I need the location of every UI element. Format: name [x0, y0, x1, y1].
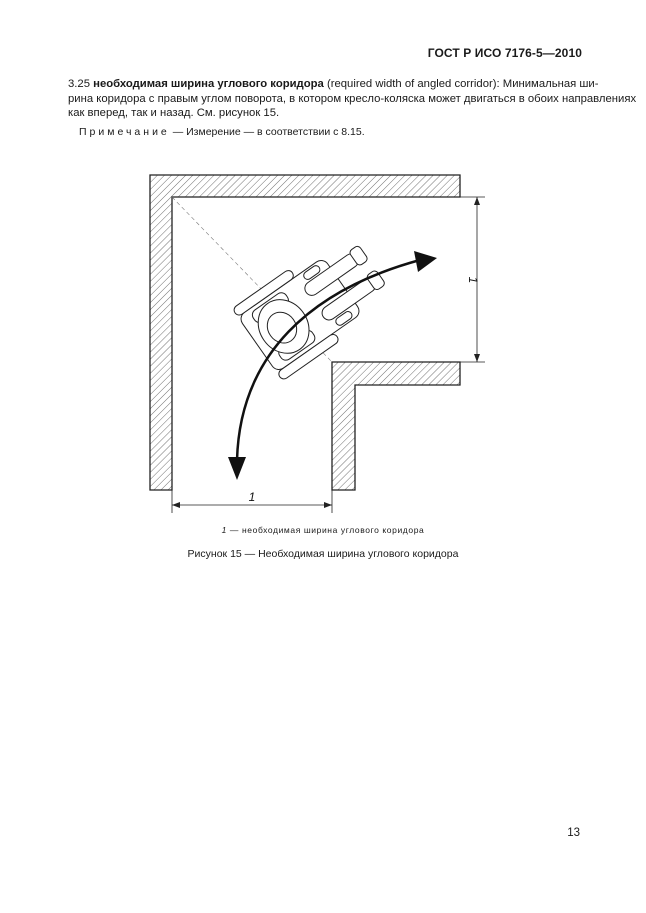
arrow-head-start — [228, 457, 246, 480]
arrow-head-end — [414, 251, 437, 272]
legend-number: 1 — [221, 525, 227, 535]
legend-text: — необходимая ширина углового коридора — [226, 525, 425, 535]
document-header: ГОСТ Р ИСО 7176-5—2010 — [427, 46, 582, 60]
figure-caption: Рисунок 15 — Необходимая ширина углового коридора — [187, 548, 459, 560]
note-text: — Измерение — в соответствии с 8.15. — [169, 126, 365, 138]
definition-term: необходимая ширина углового коридора — [93, 78, 324, 90]
wheelchair-icon — [232, 228, 397, 380]
note — [79, 126, 365, 138]
note-label: Примечание — [79, 126, 170, 138]
definition-number: 3.25 — [68, 78, 94, 90]
figure-legend — [0, 525, 646, 535]
definition-line-1 — [68, 77, 599, 92]
definition-english: (required width of angled corridor): Минимальная ши- — [323, 78, 599, 90]
definition-paragraph — [68, 77, 637, 121]
corridor-figure — [140, 165, 500, 525]
dimension-label-bottom: 1 — [248, 490, 256, 504]
definition-line-2: рина коридора с правым углом поворота, в котором кресло-коляска может двигаться в обоих направлениях — [68, 92, 637, 105]
dimension-label-right: 1 — [466, 276, 480, 284]
page-number: 13 — [567, 827, 580, 839]
definition-line-3: как вперед, так и назад. См. рисунок 15. — [68, 107, 280, 119]
inner-wall — [332, 362, 460, 490]
